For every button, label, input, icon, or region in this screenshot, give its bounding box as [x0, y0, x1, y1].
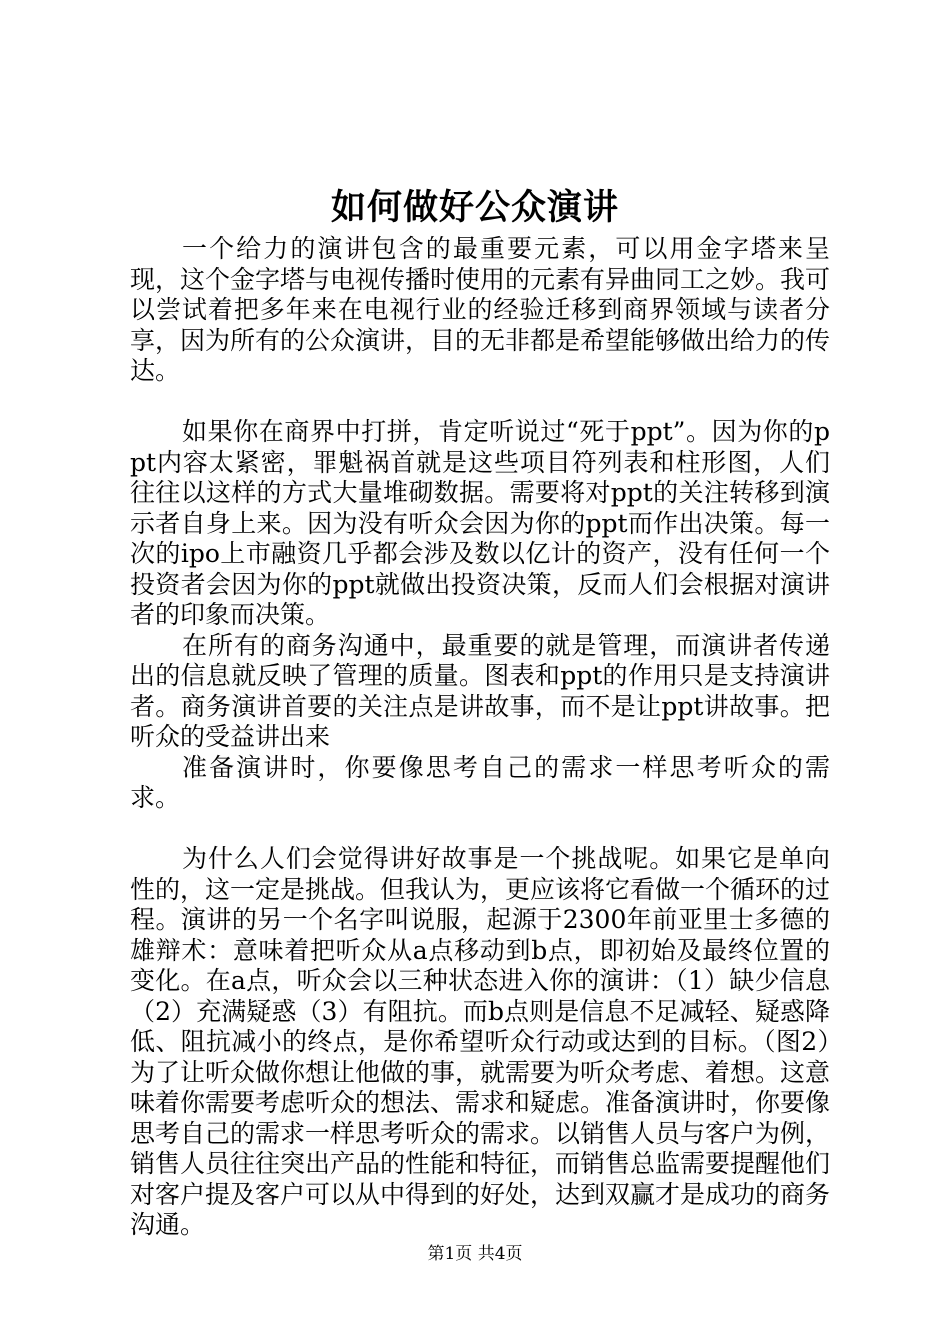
page-title: 如何做好公众演讲 — [330, 187, 619, 228]
paragraph-4: 准备演讲时，你要像思考自己的需求一样思考听众的需求。 — [130, 752, 830, 812]
paragraph-2: 如果你在商界中打拼，肯定听说过“死于ppt”。因为你的ppt内容太紧密，罪魁祸首就是这些项目符列表和柱形图，人们往往以这样的方式大量堆砌数据。需要将对ppt的关注转移到演示者自身上来。因为没有听众会因为你的ppt而作出决策。每一次的ipo上市融资几乎都会涉及数以亿计的资产，没有任何一个投资者会因为你的ppt就做出投资决策，反而人们会根据对演讲者的印象而决策。 — [130, 417, 830, 629]
page-footer: 第1页 共4页 — [427, 1244, 523, 1264]
paragraph-5: 为什么人们会觉得讲好故事是一个挑战呢。如果它是单向性的，这一定是挑战。但我认为，更应该将它看做一个循环的过程。演讲的另一个名字叫说服，起源于2300年前亚里士多德的雄辩术：意味着把听众从a点移动到b点，即初始及最终位置的变化。在a点，听众会以三种状态进入你的演讲：（1）缺少信息（2）充满疑惑（3）有阻抗。而b点则是信息不足减轻、疑惑降低、阻抗减小的终点，是你希望听众行动或达到的目标。（图2）为了让听众做你想让他做的事，就需要为听众考虑、着想。这意味着你需要考虑听众的想法、需求和疑虑。准备演讲时，你要像思考自己的需求一样思考听众的需求。以销售人员与客户为例，销售人员往往突出产品的性能和特征，而销售总监需要提醒他们对客户提及客户可以从中得到的好处，达到双赢才是成功的商务沟通。 — [130, 844, 831, 1239]
paragraph-1: 一个给力的演讲包含的最重要元素，可以用金字塔来呈现，这个金字塔与电视传播时使用的元素有异曲同工之妙。我可以尝试着把多年来在电视行业的经验迁移到商界领域与读者分享，因为所有的公众演讲，目的无非都是希望能够做出给力的传达。 — [130, 234, 831, 385]
paragraph-3: 在所有的商务沟通中，最重要的就是管理，而演讲者传递出的信息就反映了管理的质量。图表和ppt的作用只是支持演讲者。商务演讲首要的关注点是讲故事，而不是让ppt讲故事。把听众的受益讲出来 — [130, 630, 830, 751]
document-body — [130, 234, 830, 1241]
paragraph-spacer — [130, 814, 830, 845]
paragraph-spacer — [130, 387, 830, 418]
